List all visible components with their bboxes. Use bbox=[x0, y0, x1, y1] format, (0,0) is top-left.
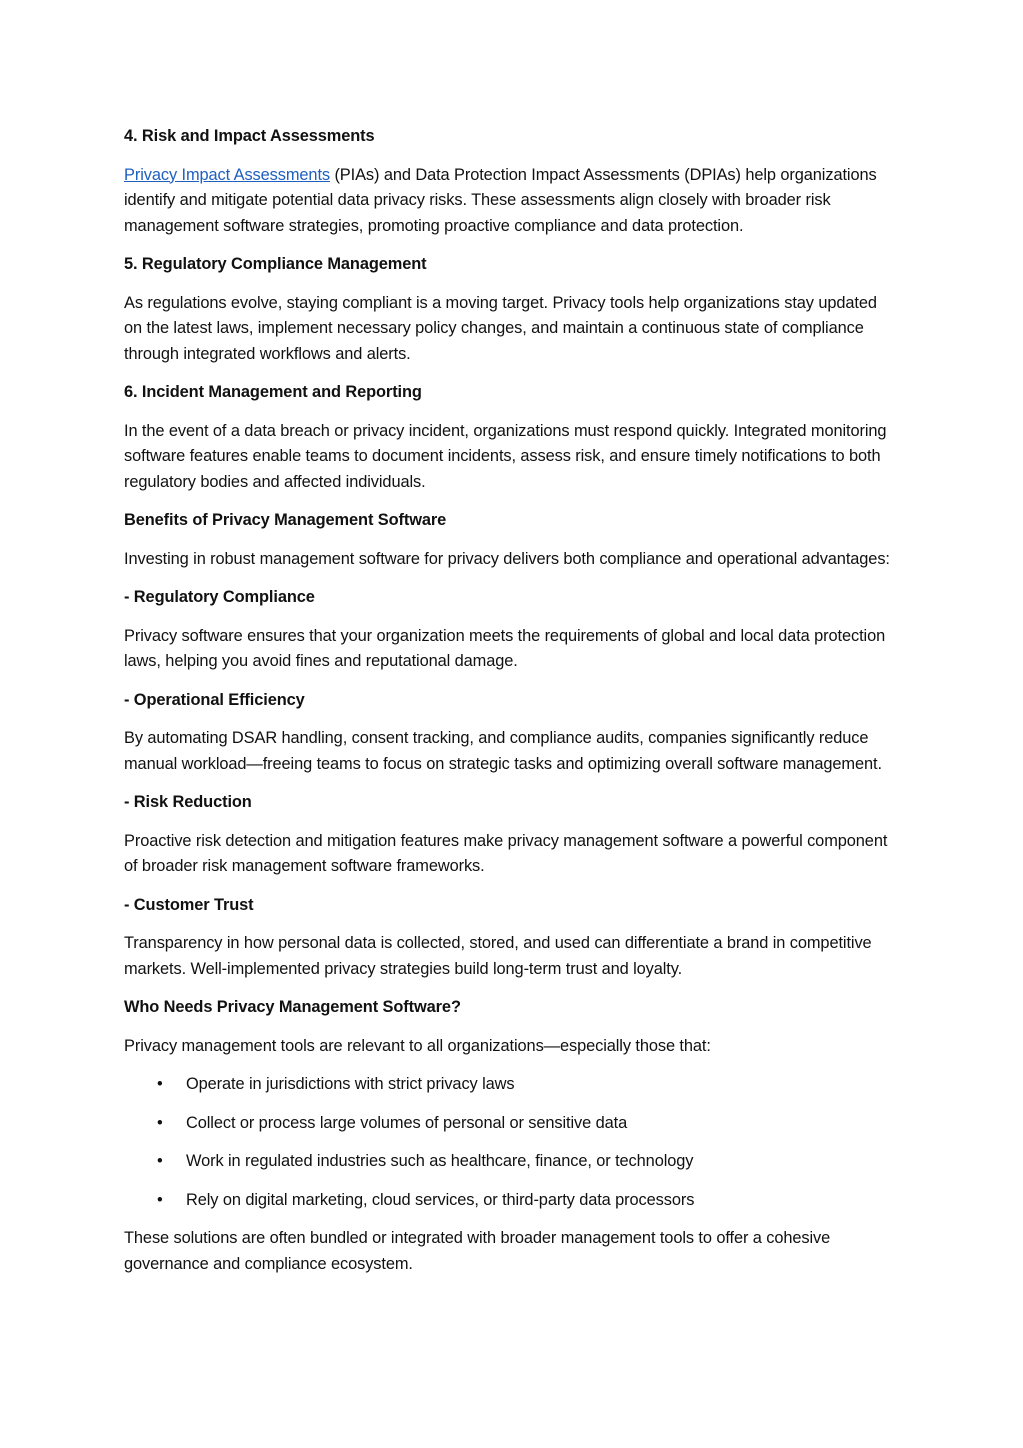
benefit-text-regulatory-compliance: Privacy software ensures that your organization meets the requirements of global and local data protection laws, helping you avoid fines and reputational damage. bbox=[124, 626, 886, 670]
benefit-title-regulatory-compliance: - Regulatory Compliance bbox=[124, 588, 315, 606]
section-heading-incident-management: 6. Incident Management and Reporting bbox=[124, 383, 422, 401]
section-heading-who-needs: Who Needs Privacy Management Software? bbox=[124, 998, 461, 1016]
privacy-impact-assessments-link[interactable]: Privacy Impact Assessments bbox=[124, 165, 330, 184]
list-item-text: Collect or process large volumes of personal or sensitive data bbox=[186, 1113, 628, 1132]
section-paragraph-regulatory-compliance: As regulations evolve, staying compliant is a moving target. Privacy tools help organizations stay updated on the latest laws, implement necessary policy changes, and maintain a continuous state of compliance through integrated workflows and alerts. bbox=[124, 293, 877, 363]
benefit-title-customer-trust: - Customer Trust bbox=[124, 895, 254, 914]
benefit-text-customer-trust: Transparency in how personal data is collected, stored, and used can differentiate a brand in competitive markets. Well-implemented privacy strategies build long-term trust and loyalty. bbox=[124, 934, 872, 978]
bullet-icon: • bbox=[157, 1152, 163, 1170]
benefits-intro: Investing in robust management software for privacy delivers both compliance and operational advantages: bbox=[124, 549, 890, 568]
who-needs-intro: Privacy management tools are relevant to all organizations—especially those that: bbox=[124, 1036, 711, 1055]
benefit-text-risk-reduction: Proactive risk detection and mitigation features make privacy management software a powerful component of broader risk management software frameworks. bbox=[124, 831, 888, 875]
list-item bbox=[124, 1072, 896, 1098]
section-paragraph-risk-assessments bbox=[124, 163, 896, 240]
benefit-title-operational-efficiency: - Operational Efficiency bbox=[124, 690, 305, 709]
list-item-text: Operate in jurisdictions with strict privacy laws bbox=[186, 1075, 515, 1093]
who-needs-bullet-list bbox=[124, 1072, 896, 1213]
benefit-title-risk-reduction: - Risk Reduction bbox=[124, 793, 252, 811]
section-heading-risk-assessments: 4. Risk and Impact Assessments bbox=[124, 127, 375, 145]
bullet-icon: • bbox=[157, 1075, 163, 1093]
benefit-text-operational-efficiency: By automating DSAR handling, consent tracking, and compliance audits, companies significantly reduce manual workload—freeing teams to focus on strategic tasks and optimizing overall software management. bbox=[124, 729, 882, 773]
who-needs-closing: These solutions are often bundled or integrated with broader management tools to offer a cohesive governance and compliance ecosystem. bbox=[124, 1229, 831, 1273]
section-heading-regulatory-compliance: 5. Regulatory Compliance Management bbox=[124, 255, 427, 273]
list-item bbox=[124, 1188, 896, 1214]
paragraph-text: (PIAs) and Data Protection Impact Assessments (DPIAs) help organizations identify and mitigate potential data privacy risks. These assessments align closely with broader risk management software strategies, promoting proactive compliance and data protection. bbox=[124, 165, 877, 235]
document-page bbox=[124, 124, 896, 1290]
bullet-icon: • bbox=[157, 1113, 163, 1132]
section-paragraph-incident-management: In the event of a data breach or privacy incident, organizations must respond quickly. Integrated monitoring software features enable teams to document incidents, assess risk, and ensure timely notifications to both regulatory bodies and affected individuals. bbox=[124, 421, 887, 491]
list-item-text: Work in regulated industries such as healthcare, finance, or technology bbox=[186, 1152, 694, 1170]
list-item bbox=[124, 1149, 896, 1175]
bullet-icon: • bbox=[157, 1190, 163, 1209]
list-item bbox=[124, 1111, 896, 1137]
list-item-text: Rely on digital marketing, cloud services, or third-party data processors bbox=[186, 1190, 695, 1209]
section-heading-benefits: Benefits of Privacy Management Software bbox=[124, 511, 447, 529]
